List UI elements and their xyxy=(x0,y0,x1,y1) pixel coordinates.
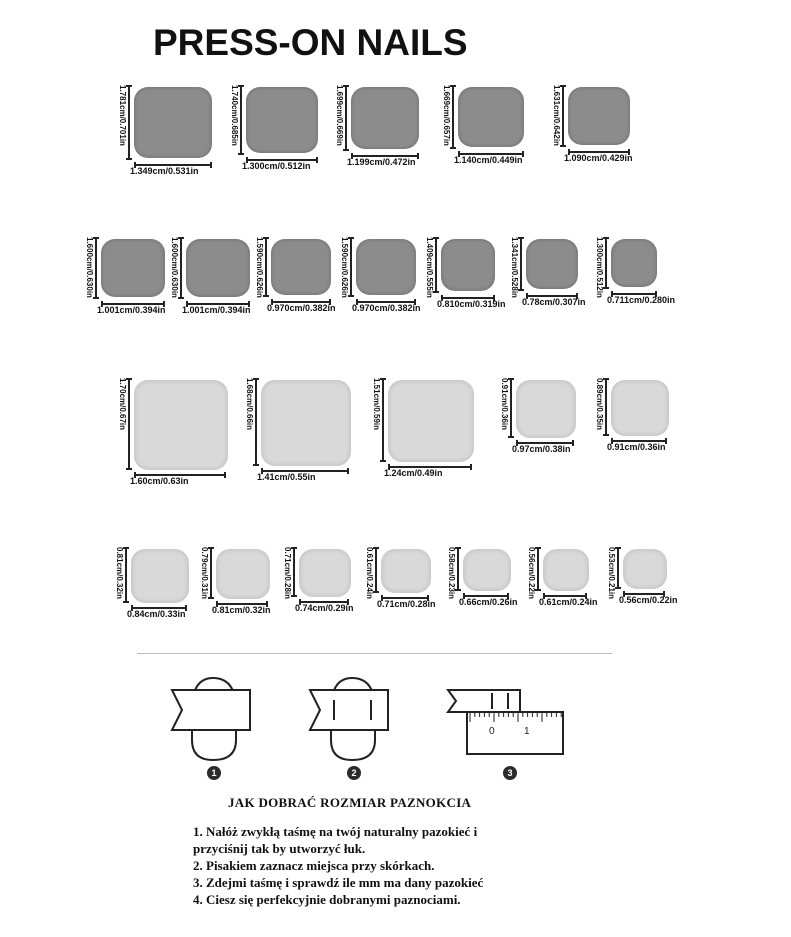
height-bracket xyxy=(457,547,459,591)
nail-shape xyxy=(611,239,657,287)
nail-width-label: 0.74cm/0.29in xyxy=(295,603,354,613)
nail-width-label: 0.970cm/0.382in xyxy=(352,303,421,313)
nail-shape xyxy=(568,87,630,145)
nail-height-label: 0.79cm/0.31in xyxy=(200,547,209,600)
instruction-line: 4. Ciesz się perfekcyjnie dobranymi paznociami. xyxy=(193,892,461,907)
height-bracket xyxy=(345,85,347,151)
ruler-label-0: 0 xyxy=(489,726,495,737)
nail-height-label: 1.740cm/0.685in xyxy=(230,85,239,146)
nail-shape xyxy=(261,380,351,466)
nail-shape xyxy=(134,380,228,470)
nail-width-label: 0.71cm/0.28in xyxy=(377,599,436,609)
nail-width-label: 1.24cm/0.49in xyxy=(384,468,443,478)
nail-shape xyxy=(356,239,416,295)
nail-shape xyxy=(441,239,495,291)
nail-shape xyxy=(101,239,165,297)
height-bracket xyxy=(210,547,212,599)
nail-width-label: 1.60cm/0.63in xyxy=(130,476,189,486)
sizing-instructions xyxy=(193,823,483,908)
nail-height-label: 1.68cm/0.66in xyxy=(245,378,254,431)
nail-shape xyxy=(516,380,576,438)
nail-width-label: 0.711cm/0.280in xyxy=(607,295,676,305)
nail-shape xyxy=(271,239,331,295)
height-bracket xyxy=(510,378,512,438)
nail-shape xyxy=(246,87,318,153)
nail-height-label: 1.51cm/0.59in xyxy=(372,378,381,431)
nail-height-label: 1.341cm/0.528in xyxy=(510,237,519,298)
instruction-line: 3. Zdejmi taśmę i sprawdź ile mm ma dany pazokieć xyxy=(193,875,484,890)
height-bracket xyxy=(293,547,295,597)
nail-shape xyxy=(526,239,578,289)
height-bracket xyxy=(375,547,377,593)
nail-height-label: 0.53cm/0.21in xyxy=(607,547,616,600)
nail-width-label: 0.810cm/0.319in xyxy=(437,299,506,309)
step-3-illustration xyxy=(448,690,563,754)
instruction-line: przyciśnij tak by utworzyć łuk. xyxy=(193,841,366,856)
nail-width-label: 0.91cm/0.36in xyxy=(607,442,666,452)
nail-width-label: 0.81cm/0.32in xyxy=(212,605,271,615)
ruler-label-1: 1 xyxy=(524,726,530,737)
nail-height-label: 1.590cm/0.626in xyxy=(340,237,349,298)
nail-shape xyxy=(134,87,212,158)
height-bracket xyxy=(95,237,97,299)
nail-shape xyxy=(623,549,667,589)
nail-width-label: 0.84cm/0.33in xyxy=(127,609,186,619)
nail-shape xyxy=(351,87,419,149)
nail-shape xyxy=(131,549,189,603)
height-bracket xyxy=(180,237,182,299)
nail-shape xyxy=(299,549,351,597)
nail-width-label: 0.97cm/0.38in xyxy=(512,444,571,454)
height-bracket xyxy=(520,237,522,291)
nail-height-label: 1.699cm/0.669in xyxy=(335,85,344,146)
page-title: PRESS-ON NAILS xyxy=(153,22,468,63)
height-bracket xyxy=(605,378,607,436)
nail-height-label: 0.71cm/0.28in xyxy=(283,547,292,600)
nail-height-label: 1.590cm/0.626in xyxy=(255,237,264,298)
sizing-guide xyxy=(0,660,791,937)
height-bracket xyxy=(350,237,352,297)
step-2-illustration xyxy=(310,678,388,760)
height-bracket xyxy=(128,85,130,160)
nail-shape xyxy=(463,549,511,591)
nail-width-label: 1.41cm/0.55in xyxy=(257,472,316,482)
instruction-line: 2. Pisakiem zaznacz miejsca przy skórkach. xyxy=(193,858,435,873)
nail-shape xyxy=(381,549,431,593)
height-bracket xyxy=(617,547,619,589)
nail-height-label: 1.70cm/0.67in xyxy=(118,378,127,431)
nail-height-label: 1.600cm/0.630in xyxy=(170,237,179,298)
nail-height-label: 1.300cm/0.512in xyxy=(595,237,604,298)
step-number-1: 1 xyxy=(207,766,221,780)
sizing-guide-title: JAK DOBRAĆ ROZMIAR PAZNOKCIA xyxy=(228,795,472,810)
nail-width-label: 1.300cm/0.512in xyxy=(242,161,311,171)
nail-shape xyxy=(458,87,524,147)
divider xyxy=(137,653,612,654)
nail-width-label: 1.001cm/0.394in xyxy=(97,305,166,315)
nail-height-label: 0.61cm/0.24in xyxy=(365,547,374,600)
nail-width-label: 0.66cm/0.26in xyxy=(459,597,518,607)
nail-shape xyxy=(388,380,474,462)
nail-width-label: 1.001cm/0.394in xyxy=(182,305,251,315)
height-bracket xyxy=(435,237,437,293)
nail-height-label: 1.781cm/0.701in xyxy=(118,85,127,146)
nail-width-label: 1.090cm/0.429in xyxy=(564,153,633,163)
nail-shape xyxy=(543,549,589,591)
nail-height-label: 1.631cm/0.642in xyxy=(552,85,561,146)
step-number-2: 2 xyxy=(347,766,361,780)
height-bracket xyxy=(537,547,539,591)
height-bracket xyxy=(452,85,454,149)
nail-shape xyxy=(611,380,669,436)
nail-height-label: 0.81cm/0.32in xyxy=(115,547,124,600)
nail-height-label: 0.58cm/0.23in xyxy=(447,547,456,600)
height-bracket xyxy=(265,237,267,297)
height-bracket xyxy=(562,85,564,147)
nail-width-label: 0.78cm/0.307in xyxy=(522,297,586,307)
height-bracket xyxy=(125,547,127,603)
nail-height-label: 1.600cm/0.630in xyxy=(85,237,94,298)
step-1-illustration xyxy=(172,678,250,760)
sizing-steps-illustration xyxy=(0,660,791,790)
nail-shape xyxy=(186,239,250,297)
nail-width-label: 1.349cm/0.531in xyxy=(130,166,199,176)
height-bracket xyxy=(240,85,242,155)
instruction-line: 1. Nałóż zwykłą taśmę na twój naturalny pazokieć i xyxy=(193,824,478,839)
step-number-3: 3 xyxy=(503,766,517,780)
nail-height-label: 1.669cm/0.657in xyxy=(442,85,451,146)
nail-width-label: 1.199cm/0.472in xyxy=(347,157,416,167)
nail-width-label: 0.970cm/0.382in xyxy=(267,303,336,313)
nail-height-label: 1.409cm/0.555in xyxy=(425,237,434,298)
nail-height-label: 0.56cm/0.22in xyxy=(527,547,536,600)
nail-height-label: 0.91cm/0.36in xyxy=(500,378,509,431)
height-bracket xyxy=(382,378,384,462)
nail-width-label: 0.56cm/0.22in xyxy=(619,595,678,605)
nail-width-label: 0.61cm/0.24in xyxy=(539,597,598,607)
height-bracket xyxy=(128,378,130,470)
nail-height-label: 0.89cm/0.35in xyxy=(595,378,604,431)
height-bracket xyxy=(605,237,607,289)
height-bracket xyxy=(255,378,257,466)
nail-shape xyxy=(216,549,270,599)
nail-width-label: 1.140cm/0.449in xyxy=(454,155,523,165)
